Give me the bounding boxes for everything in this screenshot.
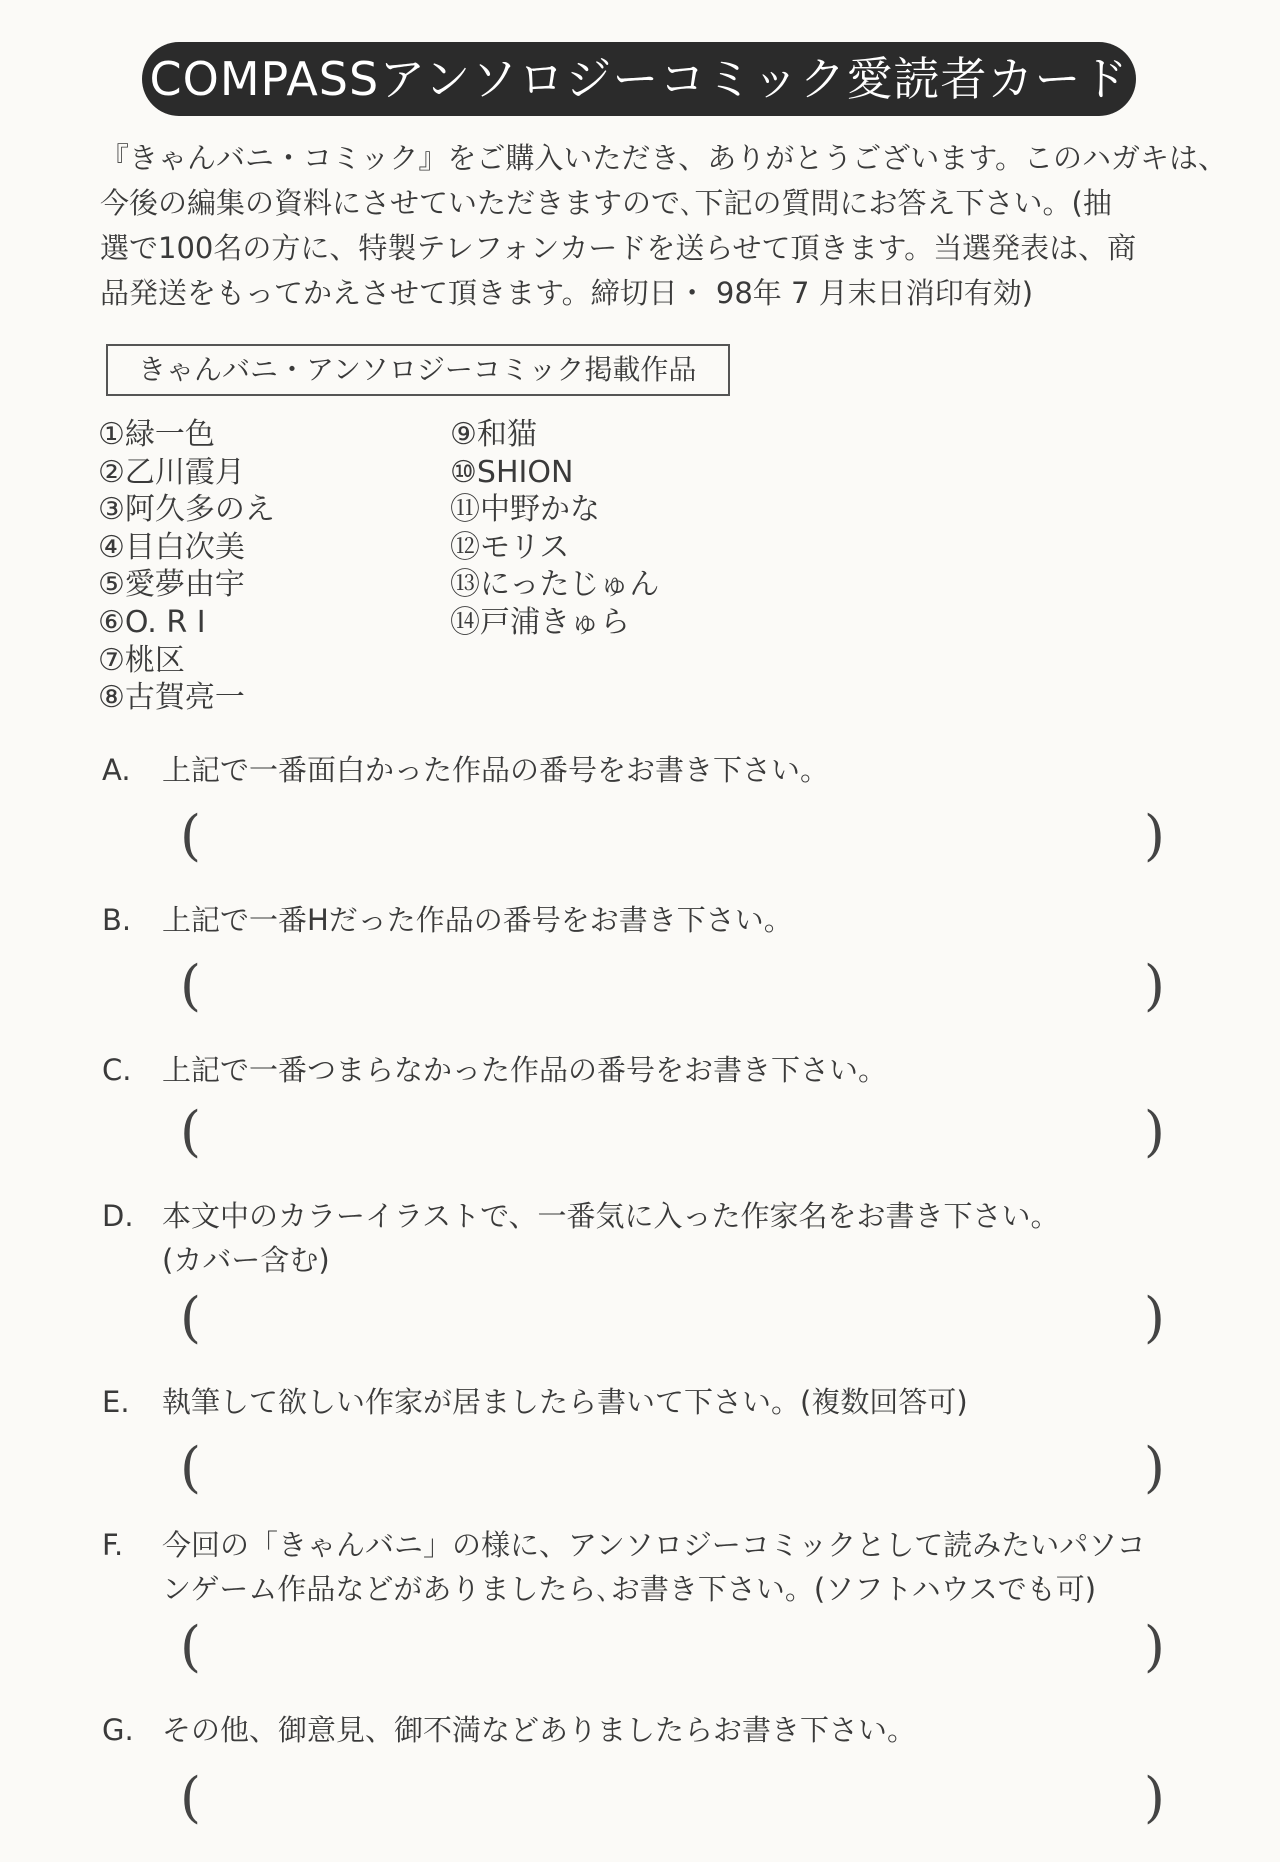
answer-field-g[interactable] [180, 1766, 1165, 1830]
work-item: ⑭戸浦きゅら [450, 604, 630, 640]
question-text-cont: ンゲーム作品などがありましたら､お書き下さい。(ソフトハウスでも可) [162, 1572, 1097, 1606]
work-item: ④目白次美 [98, 529, 245, 565]
answer-field-f[interactable] [180, 1615, 1165, 1679]
question-letter: G. [102, 1713, 134, 1747]
question-letter: B. [102, 903, 132, 937]
intro-line: 今後の編集の資料にさせていただきますので､下記の質問にお答え下さい。(抽 [100, 186, 1112, 220]
question-text: 上記で一番つまらなかった作品の番号をお書き下さい。 [162, 1053, 888, 1087]
question-letter: C. [102, 1053, 132, 1087]
work-item: ②乙川霞月 [98, 454, 245, 490]
question-text: 今回の「きゃんバニ」の様に、アンソロジーコミックとして読みたいパソコ [162, 1528, 1146, 1562]
work-item: ⑥O. R I [98, 604, 206, 640]
question-text-cont: (カバー含む) [162, 1243, 330, 1277]
question-letter: F. [102, 1528, 124, 1562]
work-item: ⑨和猫 [450, 417, 537, 452]
question-text: 上記で一番Hだった作品の番号をお書き下さい。 [162, 903, 793, 937]
question-d [102, 1194, 1202, 1282]
works-heading: きゃんバニ・アンソロジーコミック掲載作品 [106, 344, 730, 396]
intro-line: 『きゃんバニ・コミック』をご購入いただき、ありがとうございます。このハガキは、 [100, 141, 1227, 175]
question-letter: A. [102, 753, 131, 787]
work-item: ⑫モリス [450, 529, 570, 565]
question-text: 本文中のカラーイラストで、一番気に入った作家名をお書き下さい。 [162, 1199, 1060, 1233]
question-text: 上記で一番面白かった作品の番号をお書き下さい。 [162, 753, 830, 787]
open-paren: ( [180, 1436, 202, 1499]
question-letter: E. [102, 1385, 130, 1419]
answer-field-b[interactable] [180, 954, 1165, 1018]
close-paren: ) [1143, 1615, 1165, 1678]
question-g [102, 1708, 1202, 1752]
close-paren: ) [1143, 804, 1165, 867]
intro-line: 品発送をもってかえさせて頂きます。締切日・ 98年 7 月末日消印有効) [100, 276, 1034, 310]
open-paren: ( [180, 954, 202, 1017]
question-c [102, 1048, 1202, 1092]
question-text: その他、御意見、御不満などありましたらお書き下さい。 [162, 1713, 917, 1747]
work-item: ⑦桃区 [98, 642, 185, 678]
question-a [102, 748, 1202, 792]
close-paren: ) [1143, 1286, 1165, 1349]
work-item: ③阿久多のえ [98, 492, 275, 528]
work-item: ⑬にったじゅん [450, 567, 660, 603]
open-paren: ( [180, 1286, 202, 1349]
card-title: COMPASSアンソロジーコミック愛読者カード [142, 42, 1136, 116]
close-paren: ) [1143, 954, 1165, 1017]
question-b [102, 898, 1202, 942]
close-paren: ) [1143, 1100, 1165, 1163]
work-item: ①緑一色 [98, 417, 215, 452]
close-paren: ) [1143, 1766, 1165, 1829]
answer-field-a[interactable] [180, 804, 1165, 868]
works-list-right [450, 416, 659, 642]
question-text: 執筆して欲しい作家が居ましたら書いて下さい。(複数回答可) [162, 1385, 968, 1419]
intro-text [100, 136, 1227, 316]
work-item: ⑪中野かな [450, 492, 600, 528]
open-paren: ( [180, 1766, 202, 1829]
work-item: ⑤愛夢由宇 [98, 567, 245, 603]
close-paren: ) [1143, 1436, 1165, 1499]
open-paren: ( [180, 804, 202, 867]
question-f [102, 1523, 1202, 1611]
answer-field-d[interactable] [180, 1286, 1165, 1350]
work-item: ⑧古賀亮一 [98, 680, 245, 716]
works-list-left [98, 416, 275, 717]
answer-field-e[interactable] [180, 1436, 1165, 1500]
open-paren: ( [180, 1615, 202, 1678]
open-paren: ( [180, 1100, 202, 1163]
question-letter: D. [102, 1199, 134, 1233]
answer-field-c[interactable] [180, 1100, 1165, 1164]
intro-line: 選で100名の方に、特製テレフォンカードを送らせて頂きます。当選発表は、商 [100, 231, 1137, 265]
question-e [102, 1380, 1202, 1424]
work-item: ⑩SHION [450, 454, 574, 490]
